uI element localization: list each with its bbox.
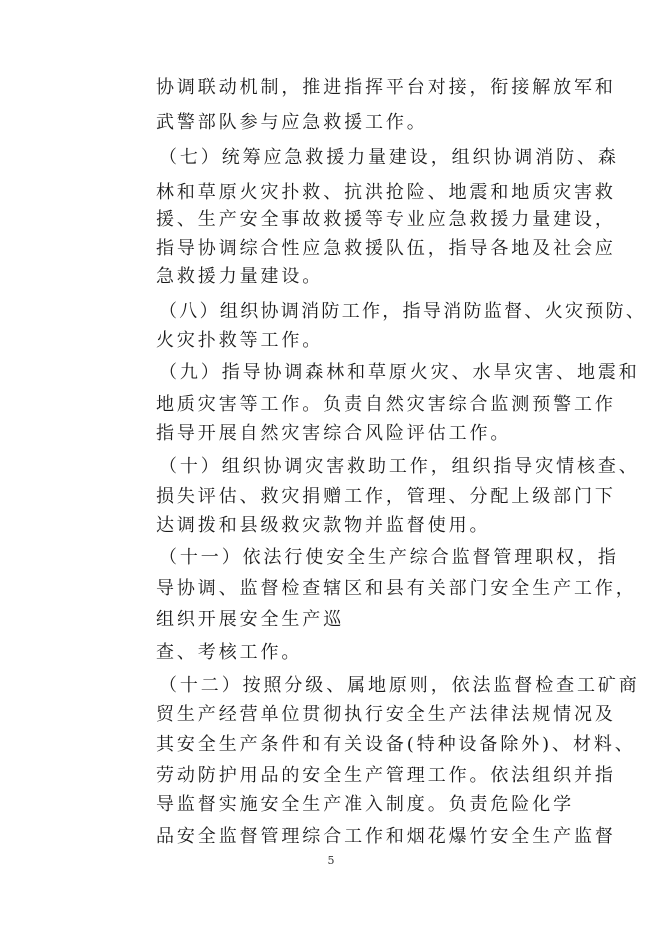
text-line: 指导协调综合性应急救援队伍，指导各地及社会应 <box>156 238 616 259</box>
text-line: （十）组织协调灾害救助工作，组织指导灾情核查、 <box>159 456 640 477</box>
text-line: （十一）依法行使安全生产综合监督管理职权，指 <box>159 547 619 568</box>
text-line: 火灾扑救等工作。 <box>156 330 324 351</box>
text-line: 达调拨和县级救灾款物并监督使用。 <box>156 515 491 536</box>
text-line: 武警部队参与应急救援工作。 <box>156 112 428 133</box>
text-line: 查、考核工作。 <box>156 642 303 663</box>
text-line: 林和草原火灾扑救、抗洪抢险、地震和地质灾害救 <box>156 182 616 203</box>
text-line: 品安全监督管理综合工作和烟花爆竹安全生产监督 <box>156 826 616 847</box>
text-line: 地质灾害等工作。负责自然灾害综合监测预警工作 <box>156 394 616 415</box>
page-number: 5 <box>327 854 335 867</box>
text-line: 援、生产安全事故救援等专业应急救援力量建设， <box>156 209 616 230</box>
text-line: 损失评估、救灾捐赠工作，管理、分配上级部门下 <box>156 486 616 507</box>
text-line: 导协调、监督检查辖区和县有关部门安全生产工作， <box>156 578 637 599</box>
text-line: 组织开展安全生产巡 <box>156 609 345 630</box>
text-line: （八）组织协调消防工作，指导消防监督、火灾预防、 <box>159 301 647 322</box>
text-line: （十二）按照分级、属地原则，依法监督检查工矿商 <box>159 675 640 696</box>
text-line: 急救援力量建设。 <box>156 266 324 287</box>
text-line: （七）统筹应急救援力量建设，组织协调消防、森 <box>159 147 619 168</box>
text-line: 贸生产经营单位贯彻执行安全生产法律法规情况及 <box>156 704 616 725</box>
text-line: 劳动防护用品的安全生产管理工作。依法组织并指 <box>156 765 616 786</box>
text-line: 导监督实施安全生产准入制度。负责危险化学 <box>156 794 574 815</box>
text-line: 指导开展自然灾害综合风险评估工作。 <box>156 423 512 444</box>
text-line: 协调联动机制，推进指挥平台对接，衔接解放军和 <box>156 77 616 98</box>
text-line: 其安全生产条件和有关设备(特种设备除外)、材料、 <box>156 734 636 755</box>
text-line: （九）指导协调森林和草原火灾、水旱灾害、地震和 <box>159 362 640 383</box>
